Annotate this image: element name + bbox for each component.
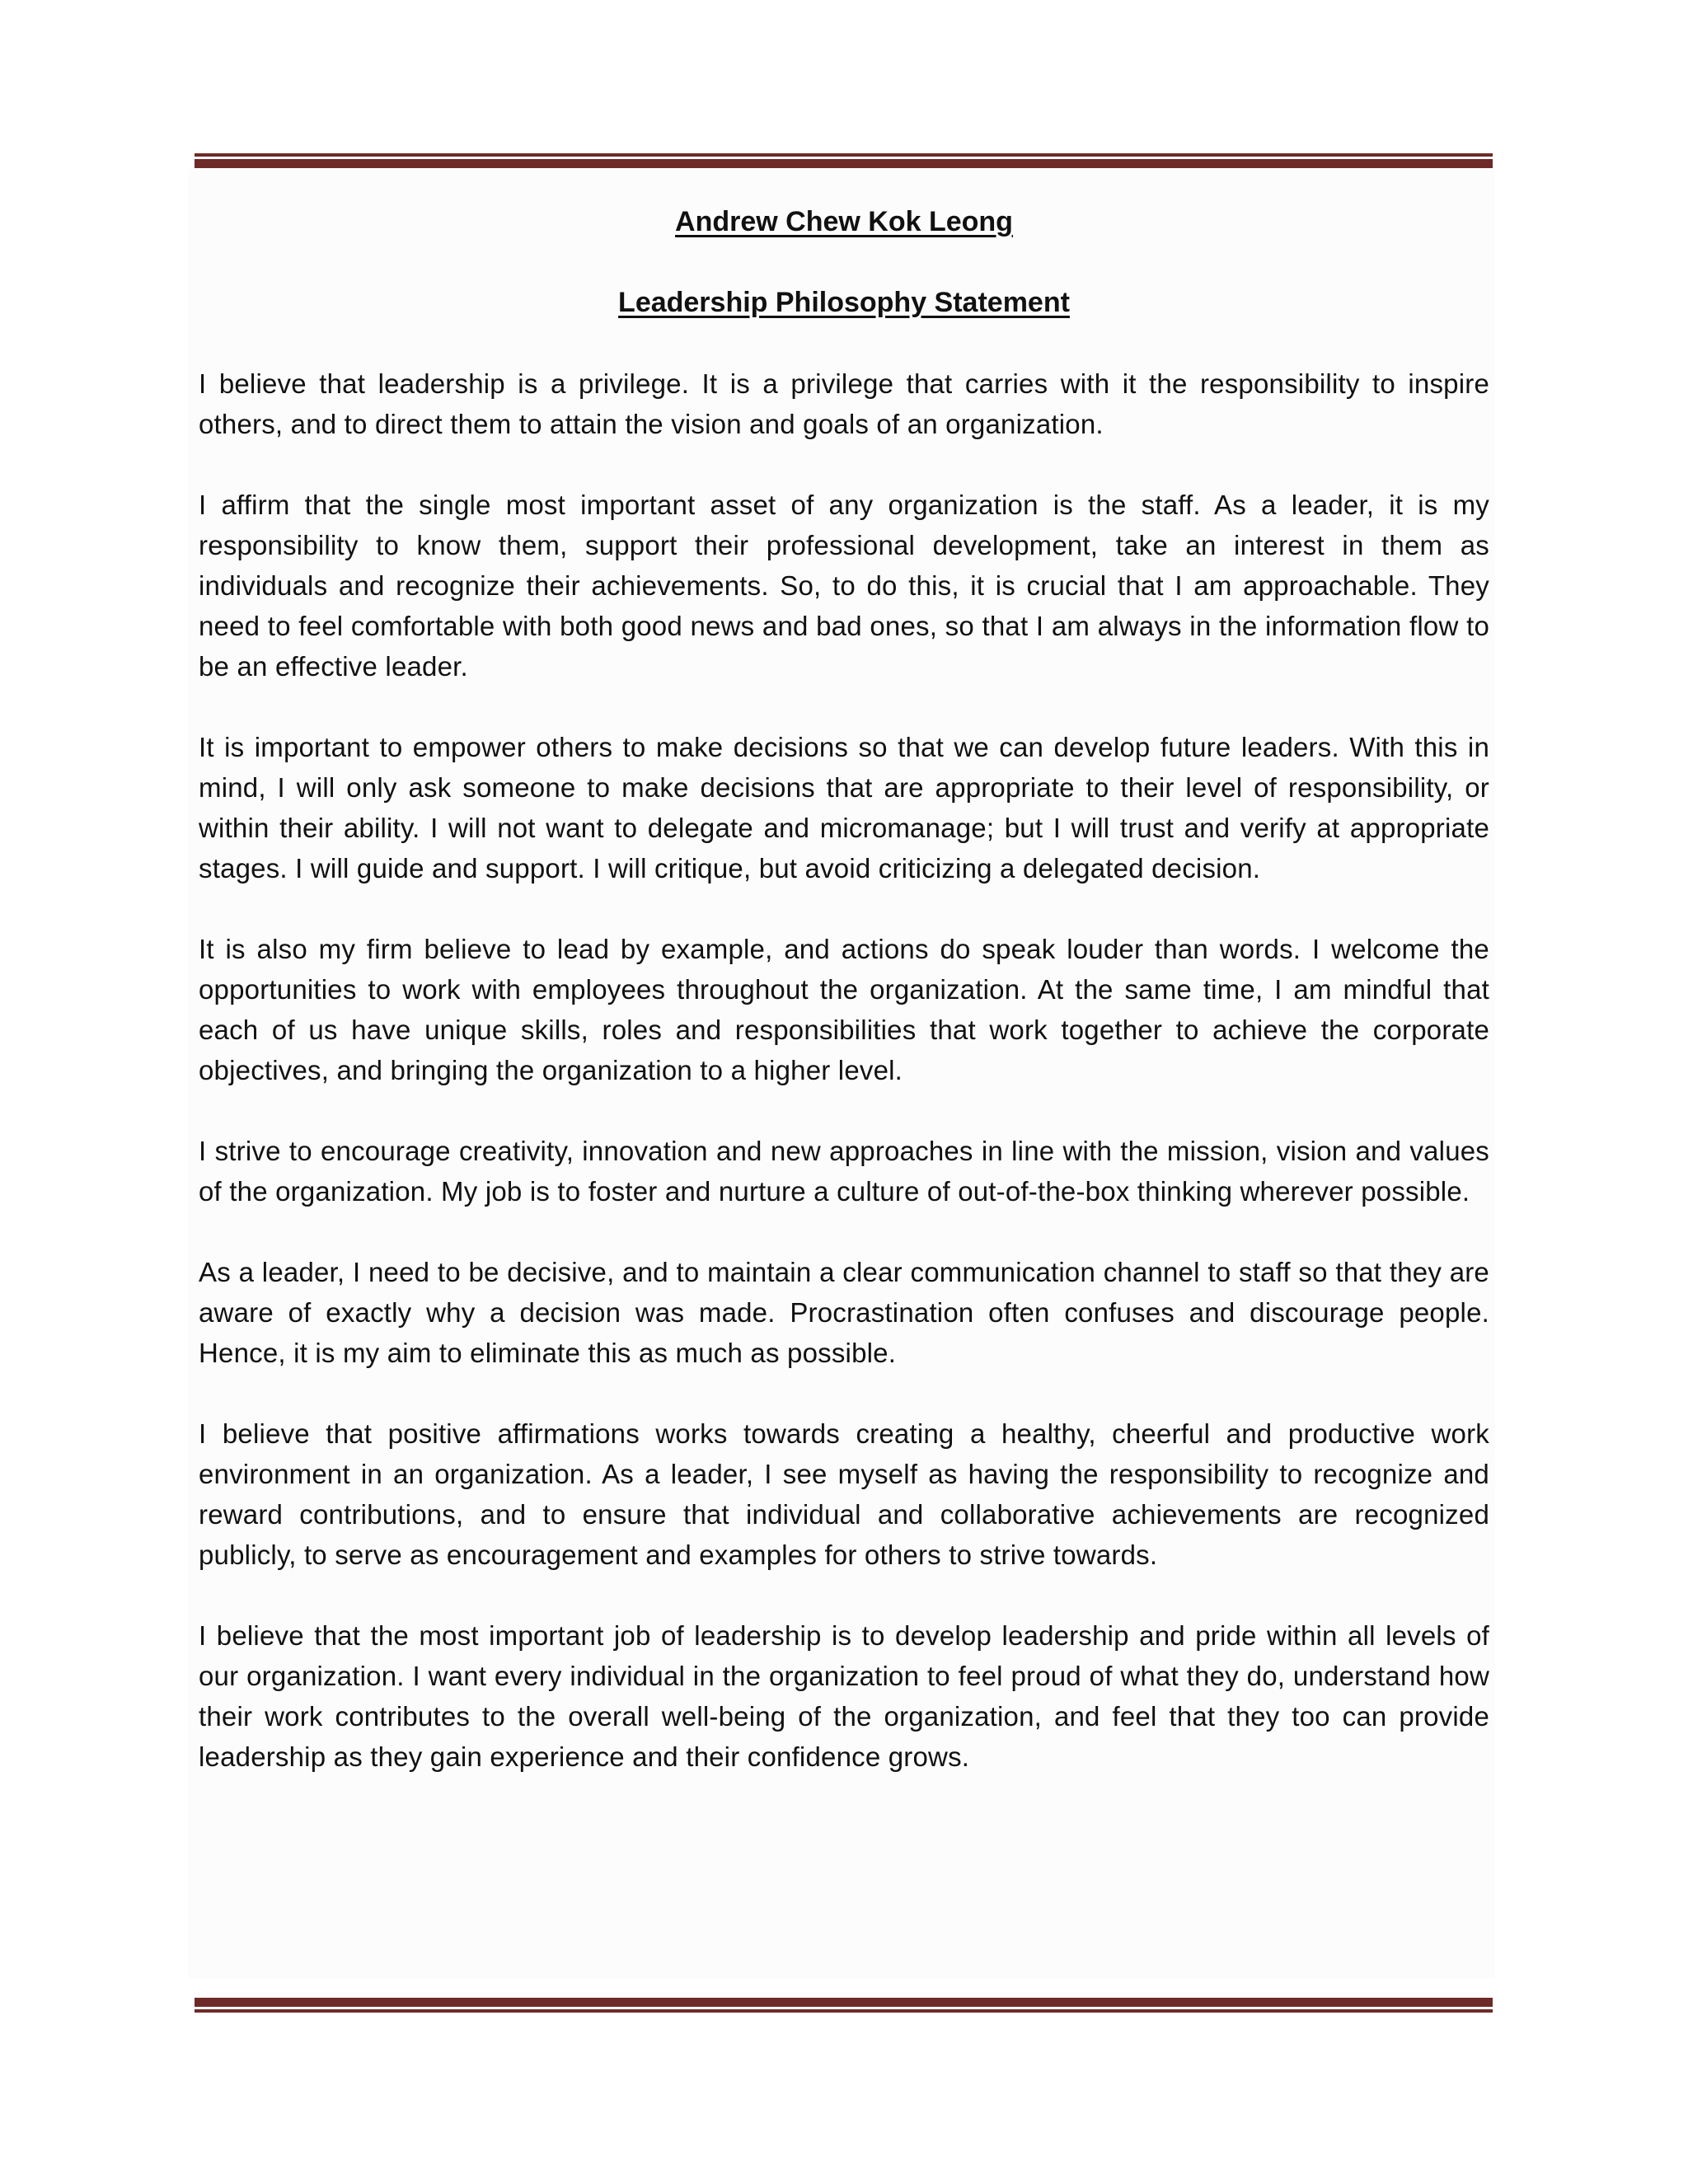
paragraph: It is important to empower others to make decisions so that we can develop future leaders. With this in mind, I will only ask someone to make decisions that are appropriate to their level of responsibility, or within their ability. I will not want to delegate and micromanage; but I will trust and verify at appropriate stages. I will guide and support. I will critique, but avoid criticizing a delegated decision. (199, 732, 1489, 883)
document-body (199, 202, 1489, 1817)
paragraph: It is also my firm believe to lead by example, and actions do speak louder than words. I welcome the opportunities to work with employees throughout the organization. At the same time, I am mindful that each of us have unique skills, roles and responsibilities that work together to achieve the corporate objectives, and bringing the organization to a higher level. (199, 934, 1489, 1085)
paragraph: I believe that the most important job of leadership is to develop leadership and pride within all levels of our organization. I want every individual in the organization to feel proud of what they do, understand how their work contributes to the overall well-being of the organization, and feel that they too can provide leadership as they gain experience and their confidence grows. (199, 1620, 1489, 1772)
paragraph: I affirm that the single most important asset of any organization is the staff. As a leader, it is my responsibility to know them, support their professional development, take an interest in them as individuals and recognize their achievements. So, to do this, it is crucial that I am approachable. They need to feel comfortable with both good news and bad ones, so that I am always in the information flow to be an effective leader. (199, 490, 1489, 682)
paragraph: I believe that leadership is a privilege. It is a privilege that carries with it the responsibility to inspire others, and to direct them to attain the vision and goals of an organization. (199, 368, 1489, 439)
document-title: Leadership Philosophy Statement (618, 287, 1070, 318)
top-decorative-rule (195, 153, 1493, 168)
paragraph: I strive to encourage creativity, innovation and new approaches in line with the mission, vision and values of the organization. My job is to foster and nurture a culture of out-of-the-box thinking wherever possible. (199, 1136, 1489, 1207)
bottom-decorative-rule (195, 1998, 1493, 2013)
paragraph: I believe that positive affirmations works towards creating a healthy, cheerful and productive work environment in an organization. As a leader, I see myself as having the responsibility to recognize and reward contributions, and to ensure that individual and collaborative achievements are recognized publicly, to serve as encouragement and examples for others to strive towards. (199, 1418, 1489, 1570)
paragraph: As a leader, I need to be decisive, and to maintain a clear communication channel to staff so that they are aware of exactly why a decision was made. Procrastination often confuses and discourage people. Hence, it is my aim to eliminate this as much as possible. (199, 1257, 1489, 1368)
author-name: Andrew Chew Kok Leong (675, 206, 1013, 237)
